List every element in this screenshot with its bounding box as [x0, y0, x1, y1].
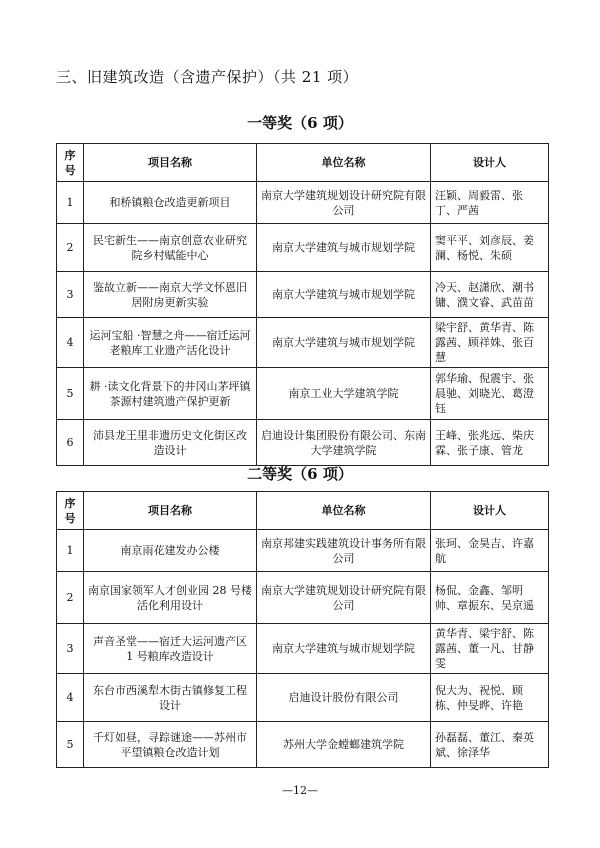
- row-unit: 南京大学建筑与城市规划学院: [257, 318, 431, 368]
- row-designers: 孙磊磊、董江、秦英斌、徐泽华: [431, 722, 549, 768]
- header-num: 序号: [57, 492, 84, 530]
- row-project: 声音圣堂——宿迁大运河遗产区 1 号粮库改造设计: [84, 624, 257, 674]
- row-num: 5: [57, 368, 84, 420]
- page-number: —12—: [282, 784, 318, 797]
- section-title: 三、旧建筑改造（含遗产保护）（共 21 项）: [56, 68, 359, 86]
- row-project: 南京国家领军人才创业园 28 号楼活化利用设计: [84, 572, 257, 624]
- row-num: 4: [57, 674, 84, 722]
- row-project: 千灯如昼，寻踪谜途——苏州市平望镇粮仓改造计划: [84, 722, 257, 768]
- row-num: 6: [57, 420, 84, 466]
- row-num: 5: [57, 722, 84, 768]
- row-designers: 杨侃、金鑫、邹明帅、章振东、吴京遥: [431, 572, 549, 624]
- row-unit: 南京大学建筑与城市规划学院: [257, 624, 431, 674]
- header-num: 序号: [57, 144, 84, 182]
- table-header-row: [57, 144, 549, 182]
- table-row: [57, 368, 549, 420]
- table-row: [57, 572, 549, 624]
- row-designers: 冷天、赵潇欣、潮书镛、濮文睿、武苗苗: [431, 272, 549, 318]
- table-row: [57, 722, 549, 768]
- row-unit: 南京邦建实践建筑设计事务所有限公司: [257, 530, 431, 572]
- row-designers: 汪颖、周毅雷、张丁、严茜: [431, 182, 549, 224]
- row-project: 民宅新生——南京创意农业研究院乡村赋能中心: [84, 224, 257, 272]
- row-project: 和桥镇粮仓改造更新项目: [84, 182, 257, 224]
- row-designers: 窦平平、刘彦辰、姜澜、杨悦、朱硕: [431, 224, 549, 272]
- row-designers: 梁宇舒、黄华青、陈露茜、顾祥姝、张百慧: [431, 318, 549, 368]
- row-unit: 启迪设计股份有限公司: [257, 674, 431, 722]
- row-designers: 郭华瑜、倪震宇、张晨驰、刘晓光、葛澄钰: [431, 368, 549, 420]
- table-row: [57, 318, 549, 368]
- row-unit: 南京大学建筑与城市规划学院: [257, 224, 431, 272]
- first-prize-title: 一等奖（6 项）: [247, 114, 353, 132]
- row-unit: 启迪设计集团股份有限公司、东南大学建筑学院: [257, 420, 431, 466]
- row-num: 3: [57, 624, 84, 674]
- row-designers: 王峰、张兆远、柴庆霖、张子康、管龙: [431, 420, 549, 466]
- row-num: 2: [57, 572, 84, 624]
- row-designers: 张珂、金昊吉、许嘉航: [431, 530, 549, 572]
- row-num: 4: [57, 318, 84, 368]
- row-project: 南京雨花建发办公楼: [84, 530, 257, 572]
- header-unit: 单位名称: [257, 144, 431, 182]
- row-project: 鉴故立新——南京大学文怀恩旧居附房更新实验: [84, 272, 257, 318]
- row-unit: 南京大学建筑规划设计研究院有限公司: [257, 572, 431, 624]
- row-num: 3: [57, 272, 84, 318]
- row-project: 东台市西溪犁木街古镇修复工程设计: [84, 674, 257, 722]
- table-row: [57, 420, 549, 466]
- header-designers: 设计人: [431, 144, 549, 182]
- row-project: 耕 ·读文化背景下的井冈山茅坪镇茶源村建筑遗产保护更新: [84, 368, 257, 420]
- header-unit: 单位名称: [257, 492, 431, 530]
- row-unit: 南京大学建筑与城市规划学院: [257, 272, 431, 318]
- row-unit: 苏州大学金螳螂建筑学院: [257, 722, 431, 768]
- row-num: 1: [57, 182, 84, 224]
- table-row: [57, 224, 549, 272]
- row-designers: 倪大为、祝悦、顾栋、仲旻晔、许艳: [431, 674, 549, 722]
- table-row: [57, 674, 549, 722]
- header-designers: 设计人: [431, 492, 549, 530]
- row-designers: 黄华青、梁宇舒、陈露茜、董一凡、甘静雯: [431, 624, 549, 674]
- table-row: [57, 624, 549, 674]
- header-project: 项目名称: [84, 144, 257, 182]
- table-row: [57, 530, 549, 572]
- second-prize-table: [56, 491, 549, 768]
- row-num: 1: [57, 530, 84, 572]
- table-row: [57, 182, 549, 224]
- first-prize-table: [56, 143, 549, 466]
- table-header-row: [57, 492, 549, 530]
- header-project: 项目名称: [84, 492, 257, 530]
- row-project: 沛县龙王里非遗历史文化街区改造设计: [84, 420, 257, 466]
- row-unit: 南京大学建筑规划设计研究院有限公司: [257, 182, 431, 224]
- second-prize-title: 二等奖（6 项）: [247, 465, 353, 483]
- row-unit: 南京工业大学建筑学院: [257, 368, 431, 420]
- row-num: 2: [57, 224, 84, 272]
- row-project: 运河宝船 ·智慧之舟——宿迁运河老粮库工业遗产活化设计: [84, 318, 257, 368]
- table-row: [57, 272, 549, 318]
